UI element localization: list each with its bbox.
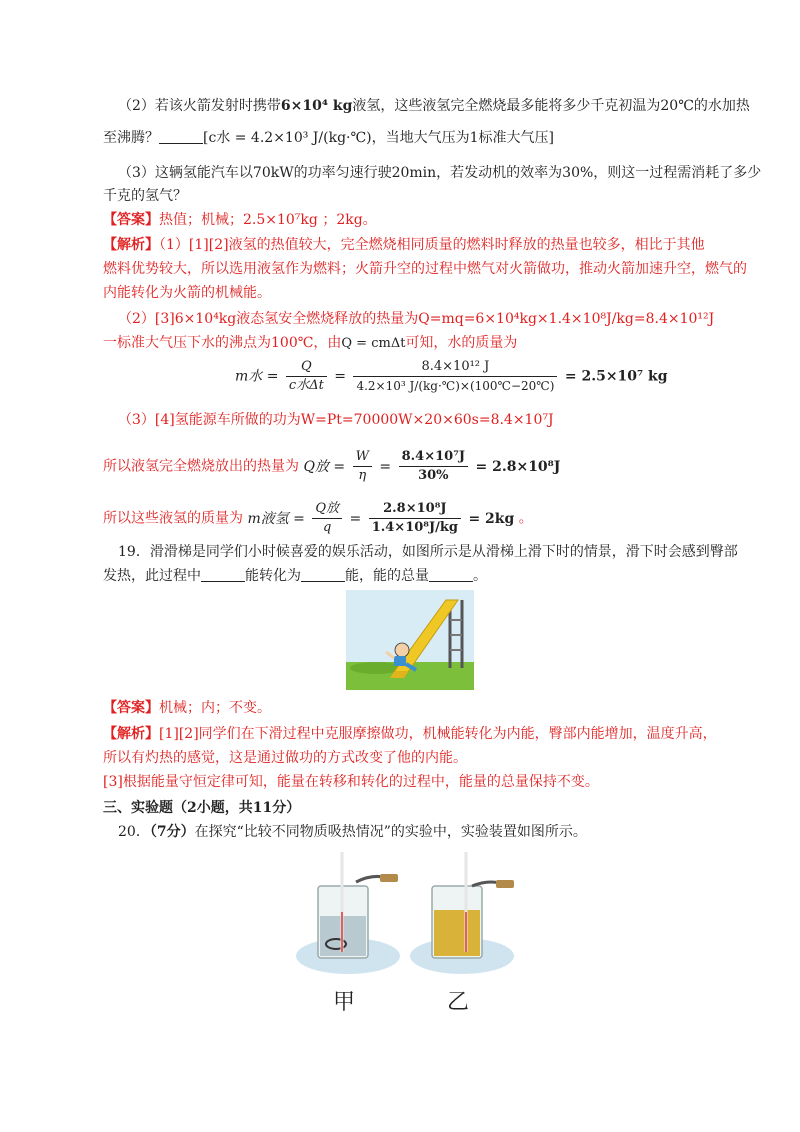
- q18-part2-line2: 至沸腾？ [c水 = 4.2×10³ J/(kg·℃)，当地大气压为1标准大气压]: [103, 130, 554, 146]
- q19-question-line1: 19．滑滑梯是同学们小时候喜爱的娱乐活动，如图所示是从滑梯上滑下时的情景，滑下时会感到臀部: [118, 544, 738, 560]
- q18-analysis-part3: （3）[4]氢能源车所做的功为W=Pt=70000W×20×60s=8.4×10⁷J: [118, 412, 554, 428]
- slide-figure: [346, 590, 474, 690]
- q18-analysis-part2b: 一标准大气压下水的沸点为100℃，由Q = cmΔt可知，水的质量为: [103, 335, 518, 351]
- beakers-figure: [296, 852, 548, 1012]
- equation-water-mass: m水 = $\frac{Q}{\text{c水Δt}}$ = $\frac{\text{8.4×10¹² J}}{\text{4.2×10³ J/(kg·℃)×(100℃−20℃)}}$ = 2.5×10⁷ kg: [235, 359, 668, 393]
- q18-analysis-line2: 燃料优势较大，所以选用液氢作为燃料；火箭升空的过程中燃气对火箭做功，推动火箭加速升空，燃气的: [103, 261, 747, 277]
- answer-blank[interactable]: [159, 129, 203, 144]
- label-yi: 乙: [447, 990, 470, 1015]
- q20-question: 20．（7分）在探究“比较不同物质吸热情况”的实验中，实验装置如图所示。: [118, 824, 587, 840]
- q19-analysis-line3: [3]根据能量守恒定律可知，能量在转移和转化的过程中，能量的总量保持不变。: [103, 774, 599, 790]
- q18-analysis-line3: 内能转化为火箭的机械能。: [103, 285, 271, 301]
- q18-analysis-hydrogen-mass: 所以这些液氢的质量为 m液氢 = $\frac{\text{Q放}}{q}$ = $\frac{\text{2.8×10⁸J}}{\text{1.4×10⁸J/kg}}$ = 2kg 。: [103, 501, 533, 535]
- q18-analysis-line1: 【解析】（1）[1][2]液氢的热值较大，完全燃烧相同质量的燃料时释放的热量也较多，相比于其他: [103, 237, 705, 253]
- q18-analysis-part2: （2）[3]6×10⁴kg液态氢安全燃烧释放的热量为Q=mq=6×10⁴kg×1.4×10⁸J/kg=8.4×10¹²J: [118, 311, 715, 327]
- answer-blank[interactable]: [301, 567, 345, 582]
- q18-part3-line1: （3）这辆氢能汽车以70kW的功率匀速行驶20min，若发动机的效率为30%，则这一过程需消耗了多少: [118, 165, 762, 181]
- q18-part3-line2: 千克的氢气？: [103, 188, 187, 204]
- label-jia: 甲: [333, 990, 356, 1015]
- answer-blank[interactable]: [429, 567, 473, 582]
- q19-answer: 【答案】机械；内；不变。: [103, 700, 271, 716]
- q18-answer: 【答案】热值；机械；2.5×10⁷kg ；2kg。: [103, 212, 377, 228]
- q19-analysis-line2: 所以有灼热的感觉，这是通过做功的方式改变了他的内能。: [103, 750, 467, 766]
- section-heading: 三、实验题（2小题，共11分）: [103, 800, 301, 816]
- q19-analysis-line1: 【解析】[1][2]同学们在下滑过程中克服摩擦做功，机械能转化为内能，臀部内能增加，温度升高，: [103, 726, 717, 742]
- q18-part2-line1: （2）若该火箭发射时携带6×10⁴ kg液氢，这些液氢完全燃烧最多能将多少千克初温为20℃的水加热: [118, 98, 750, 114]
- answer-blank[interactable]: [201, 567, 245, 582]
- q19-question-line2: 发热，此过程中 能转化为 能，能的总量 。: [103, 568, 487, 584]
- q18-analysis-heat: 所以液氢完全燃烧放出的热量为 Q放 = $\frac{W}{\eta}$ = $\frac{\text{8.4×10⁷J}}{30\%}$ = 2.8×10⁸J: [103, 449, 561, 483]
